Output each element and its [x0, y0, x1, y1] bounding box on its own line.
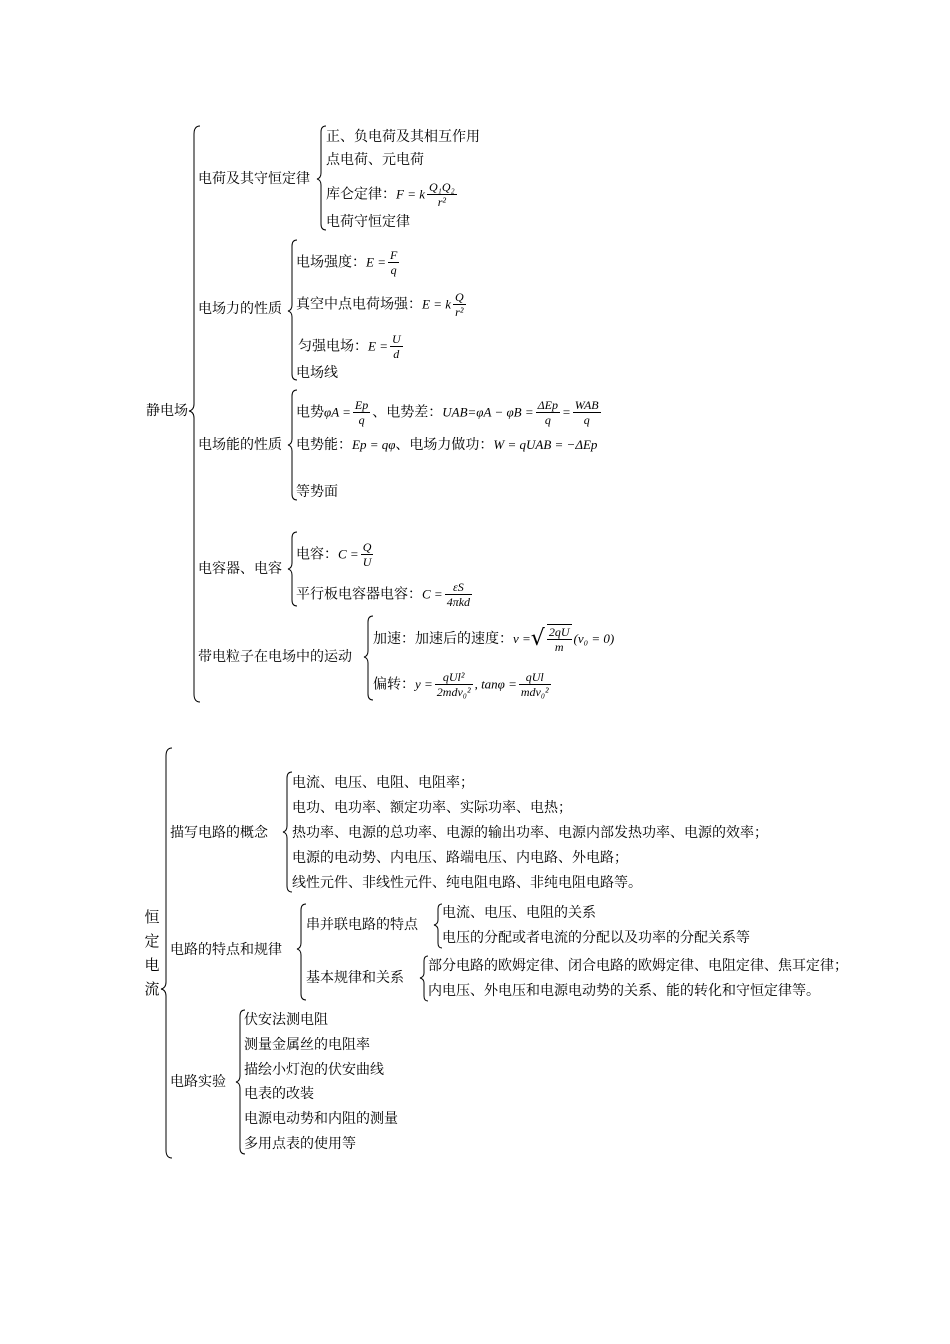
potential-lhs: φA =: [324, 404, 351, 420]
coulomb-den: r²: [437, 195, 446, 209]
brace-particle: [364, 616, 373, 700]
acceleration-fraction: [547, 624, 572, 654]
branch-capacitor: 电容器、电容: [198, 561, 282, 577]
deflection-den: 2mdv₀²: [436, 685, 471, 699]
uniform-field-label: 匀强电场：: [298, 338, 368, 355]
deflection-lhs: y =: [415, 676, 433, 692]
coulomb-label: 库仑定律：: [326, 186, 396, 203]
parallel-plate-label: 平行板电容器电容：: [296, 586, 422, 603]
deflection-tan-fraction: [519, 670, 551, 699]
parallel-plate-lhs: C =: [422, 586, 443, 602]
acceleration-condition: (v₀ = 0): [573, 631, 615, 646]
leaf-laws-2: 内电压、外电压和电源电动势的关系、能的转化和守恒定律等。: [428, 983, 820, 999]
potential-diff-num: ΔEp: [537, 398, 559, 412]
leaf-concepts-1: 电流、电压、电阻、电阻率；: [292, 775, 474, 791]
acceleration-label: 加速：加速后的速度：: [373, 631, 513, 647]
leaf-charge-1: 正、负电荷及其相互作用: [326, 129, 480, 145]
leaf-deflection: [373, 670, 553, 699]
field-strength-lhs: E =: [366, 254, 386, 270]
deflection-tan-num: qUl: [519, 670, 551, 685]
brace-experiments: [236, 1010, 245, 1154]
leaf-uniform-field: [298, 332, 405, 361]
leaf-field-strength: [296, 248, 401, 277]
leaf-potential: [296, 398, 603, 427]
leaf-exp-5: 电源电动势和内阻的测量: [244, 1111, 398, 1127]
capacitance-fraction: [361, 540, 374, 569]
leaf-concepts-2: 电功、电功率、额定功率、实际功率、电热；: [292, 800, 572, 816]
root-current-char-1: 恒: [144, 908, 160, 926]
brace-rules: [297, 904, 306, 1000]
potential-den: q: [358, 413, 365, 427]
uniform-field-lhs: E =: [368, 338, 388, 354]
potential-energy-formula: Ep = qφ: [352, 437, 396, 452]
field-strength-label: 电场强度：: [296, 254, 366, 271]
branch-force: 电场力的性质: [198, 301, 282, 317]
potential-diff-eq: =: [562, 404, 571, 420]
leaf-exp-2: 测量金属丝的电阻率: [244, 1037, 370, 1053]
capacitance-den: U: [362, 555, 372, 569]
root-current-char-2: 定: [144, 932, 160, 950]
potential-label: 电势: [296, 404, 324, 421]
coulomb-fraction: [427, 180, 457, 209]
field-strength-num: F: [389, 248, 398, 262]
brace-series-parallel: [434, 904, 442, 948]
uniform-field-den: d: [393, 347, 400, 361]
potential-diff-label: 、电势差：: [372, 404, 443, 421]
capacitance-lhs: C =: [338, 546, 359, 562]
point-charge-lhs: E = k: [422, 296, 451, 312]
deflection-fraction: [435, 670, 473, 699]
leaf-parallel-plate: [296, 580, 474, 609]
field-strength-fraction: [388, 248, 399, 277]
branch-concepts: 描写电路的概念: [170, 825, 268, 841]
deflection-label: 偏转：: [373, 676, 415, 693]
capacitance-label: 电容：: [296, 546, 338, 563]
parallel-plate-den: 4πkd: [446, 595, 471, 609]
potential-diff-den: q: [544, 413, 551, 427]
root-current-char-4: 流: [144, 980, 160, 998]
brace-charge: [317, 126, 326, 230]
capacitance-num: Q: [362, 540, 372, 554]
uniform-field-fraction: [390, 332, 403, 361]
point-charge-fraction: [453, 290, 466, 319]
leaf-exp-3: 描绘小灯泡的伏安曲线: [244, 1062, 384, 1078]
work-fraction: [573, 398, 601, 427]
acceleration-num: 2qU: [548, 625, 570, 639]
brace-concepts: [283, 772, 292, 892]
coulomb-num: Q₁Q₂: [428, 180, 455, 194]
leaf-laws-1: 部分电路的欧姆定律、闭合电路的欧姆定律、电阻定律、焦耳定律；: [428, 958, 848, 974]
leaf-charge-4: 电荷守恒定律: [326, 214, 410, 230]
brace-basic-laws: [420, 956, 428, 1001]
potential-energy-label: 电势能：: [296, 437, 352, 453]
point-charge-label: 真空中点电荷场强：: [296, 296, 422, 313]
parallel-plate-num: εS: [445, 580, 472, 595]
leaf-charge-2: 点电荷、元电荷: [326, 152, 424, 168]
branch-energy: 电场能的性质: [198, 437, 282, 453]
leaf-point-charge-field: [296, 290, 468, 319]
leaf-acceleration: [373, 624, 614, 654]
leaf-equipotential: 等势面: [296, 484, 338, 500]
leaf-exp-4: 电表的改装: [244, 1086, 314, 1102]
leaf-series-1: 电流、电压、电阻的关系: [442, 905, 596, 921]
work-num: WAB: [574, 398, 599, 412]
acceleration-den: m: [554, 640, 564, 654]
branch-rules: 电路的特点和规律: [170, 942, 282, 958]
branch-particle-motion: 带电粒子在电场中的运动: [198, 649, 352, 665]
acceleration-lhs: v =: [513, 631, 531, 646]
work-den: q: [583, 413, 590, 427]
potential-diff-lhs: UAB=φA − φB =: [442, 404, 534, 420]
leaf-coulomb: [326, 180, 459, 209]
leaf-field-lines: 电场线: [296, 365, 338, 381]
leaf-series-2: 电压的分配或者电流的分配以及功率的分配关系等: [442, 930, 750, 946]
sqrt-icon: √: [530, 626, 545, 651]
leaf-concepts-5: 线性元件、非线性元件、纯电阻电路、非纯电阻电路等。: [292, 875, 642, 891]
deflection-tan: , tanφ =: [474, 676, 517, 692]
leaf-capacitance: [296, 540, 375, 569]
leaf-potential-energy: [296, 436, 597, 454]
potential-num: Ep: [354, 398, 369, 412]
potential-diff-fraction: [536, 398, 560, 427]
uniform-field-num: U: [391, 332, 401, 346]
deflection-tan-den: mdv₀²: [520, 685, 549, 699]
potential-fraction: [353, 398, 370, 427]
leaf-concepts-3: 热功率、电源的总功率、电源的输出功率、电源内部发热功率、电源的效率；: [292, 825, 768, 841]
deflection-num: qUl²: [435, 670, 473, 685]
branch-charge: 电荷及其守恒定律: [198, 171, 310, 187]
leaf-exp-6: 多用点表的使用等: [244, 1136, 356, 1152]
leaf-concepts-4: 电源的电动势、内电压、路端电压、内电路、外电路；: [292, 850, 628, 866]
sub-basic-laws: 基本规律和关系: [306, 970, 404, 986]
parallel-plate-fraction: [445, 580, 472, 609]
point-charge-den: r²: [455, 305, 464, 319]
root-current-char-3: 电: [144, 956, 160, 974]
root-electrostatics: 静电场: [146, 403, 188, 419]
brace-root-electrostatics: [189, 126, 200, 702]
field-work-label: 、电场力做功：: [395, 437, 494, 453]
point-charge-num: Q: [454, 290, 464, 304]
field-strength-den: q: [390, 263, 397, 277]
sub-series-parallel: 串并联电路的特点: [306, 917, 418, 933]
branch-experiments: 电路实验: [170, 1074, 226, 1090]
coulomb-lhs: F = k: [396, 186, 425, 202]
leaf-exp-1: 伏安法测电阻: [244, 1012, 328, 1028]
field-work-formula: W = qUAB = −ΔEp: [493, 437, 598, 452]
